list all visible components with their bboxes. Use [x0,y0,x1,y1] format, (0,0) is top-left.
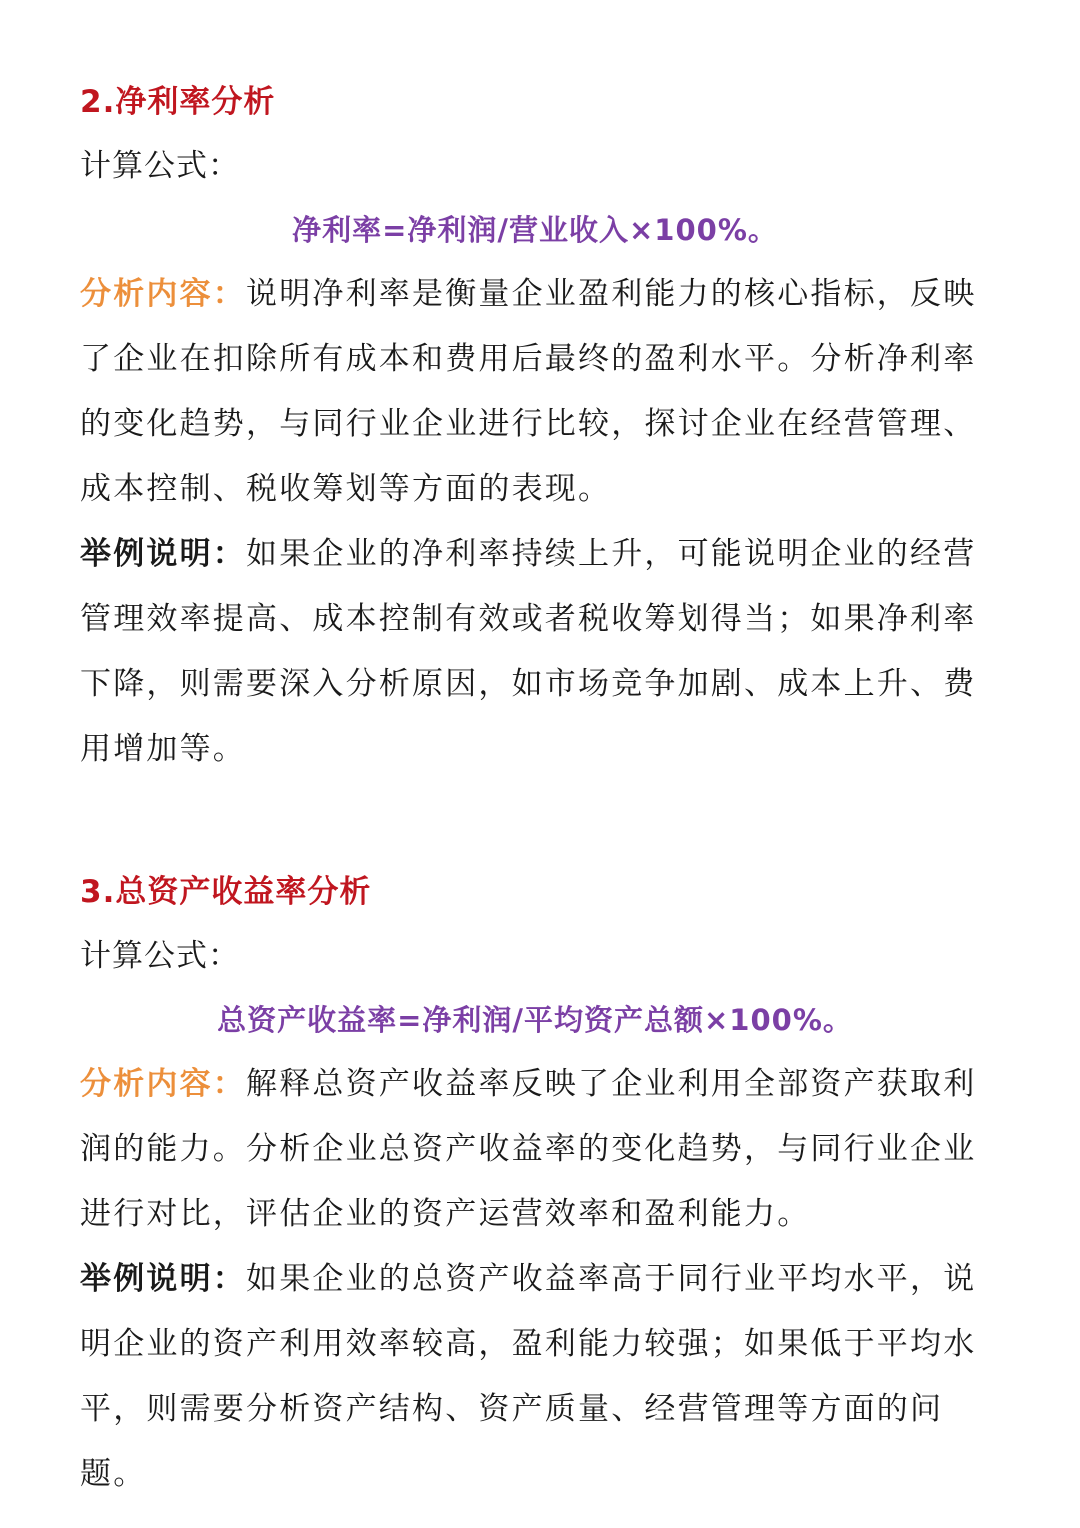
formula: 净利率=净利润/营业收入×100%。 [292,213,778,247]
section-net-profit-margin [80,70,990,782]
example-label: 举例说明： [80,536,246,572]
example-text: 如果企业的总资产收益率高于同行业平均水平，说明企业的资产利用效率较高，盈利能力较强；如果低于平均水平，则需要分析资产结构、资产质量、经营管理等方面的问题。 [80,1261,977,1492]
analysis-label: 分析内容： [80,276,246,312]
section-heading: 3.总资产收益率分析 [80,874,372,910]
formula-label: 计算公式： [80,938,240,974]
formula: 总资产收益率=净利润/平均资产总额×100%。 [217,1003,853,1037]
example-label: 举例说明： [80,1261,246,1297]
analysis-text: 说明净利率是衡量企业盈利能力的核心指标，反映了企业在扣除所有成本和费用后最终的盈利水平。分析净利率的变化趋势，与同行业企业进行比较，探讨企业在经营管理、成本控制、税收筹划等方面的表现。 [80,276,977,507]
example-paragraph [80,522,990,782]
section-heading: 2.净利率分析 [80,84,276,120]
formula-label: 计算公式： [80,148,240,184]
section-return-on-assets [80,860,990,1507]
analysis-text: 解释总资产收益率反映了企业利用全部资产获取利润的能力。分析企业总资产收益率的变化趋势，与同行业企业进行对比，评估企业的资产运营效率和盈利能力。 [80,1066,977,1232]
analysis-paragraph [80,262,990,522]
example-paragraph [80,1247,990,1507]
document-page [80,70,990,1507]
example-text: 如果企业的净利率持续上升，可能说明企业的经营管理效率提高、成本控制有效或者税收筹划得当；如果净利率下降，则需要深入分析原因，如市场竞争加剧、成本上升、费用增加等。 [80,536,977,767]
analysis-paragraph [80,1052,990,1247]
analysis-label: 分析内容： [80,1066,246,1102]
